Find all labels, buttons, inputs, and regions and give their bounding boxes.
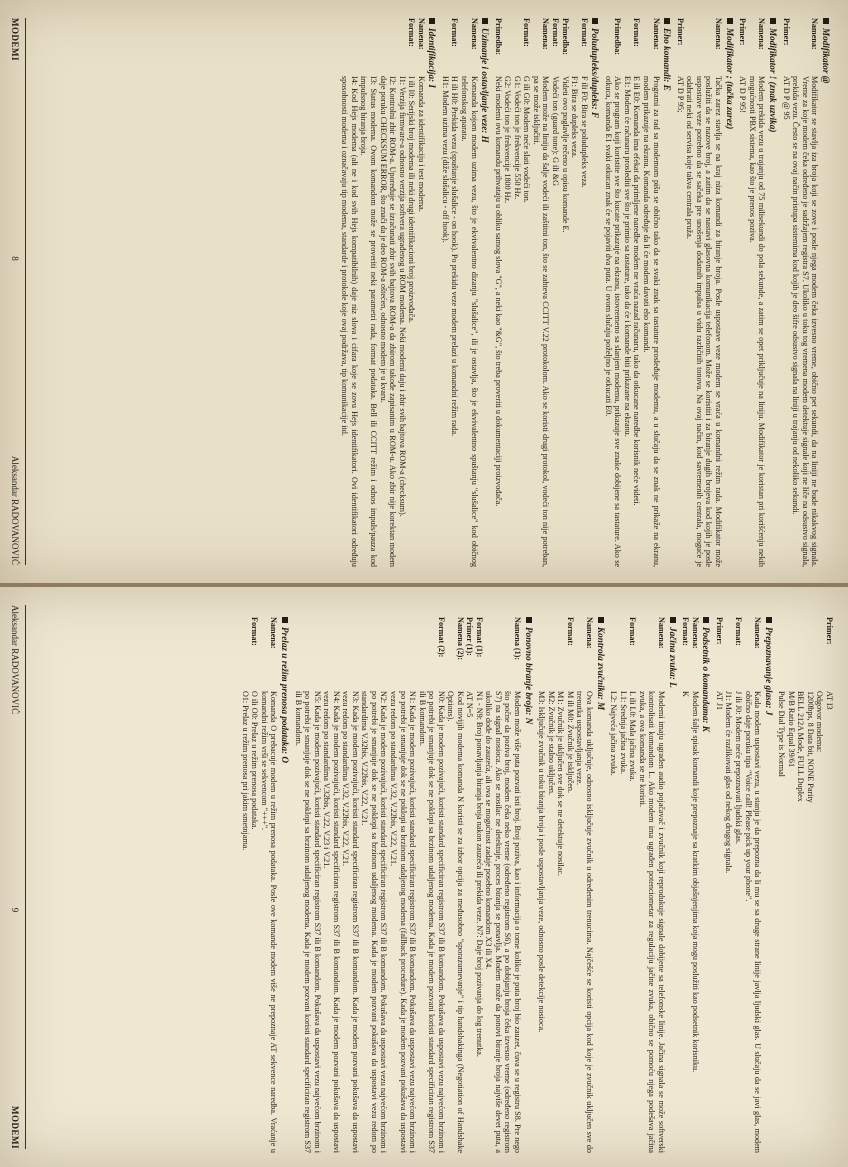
section-title: Ponovno biranje broja: N [523, 627, 534, 725]
section-heading [820, 18, 831, 567]
field-text [537, 691, 575, 1153]
text-line: I3: Status modema. Ovom komandom može se proveriti neki parametri rada, format podataka. Bell ili CCITT režim i odnos impuls/pauza kod impulsnog biranja broja. [359, 76, 378, 567]
text-line: Modifikator se stavlja iza broja koji se zove i posle njega modem čeka izvesno vreme, obično pet sekundi, da na liniji ne bude nikakvog signala. Vreme za koje modem čeka određeno je sadržajem registra S7. Ukoliko u toku tog vremena modem detektuje signale koji ne liče na odsustvo signala, prekida vezu. Često se na ovaj način pristupa sistemima kod kojih je deo šifre odsustvo signala na liniji u trajanju od nekoliko sekundi. [791, 76, 820, 567]
field-label: Format (1): [474, 617, 484, 658]
square-bullet-icon [770, 18, 776, 24]
definition-row [690, 617, 700, 1153]
text-line: N2: Kada je modem pozivajući, koristi standard specificiran registrom S37 ili B komandom. Pokušava da uspostavi vezu najvećom brzinom i po potrebi je smanjuje dok se ne poklopi sa brzinom udaljenog modema. Kada je modem pozvani pokušava da uspostavi vezu redom po standardima V.32bis, V.22bis, V.22, V.21. [360, 691, 389, 1153]
text-line: L ili L0: Mala jačina zvuka. [628, 691, 638, 782]
text-line: Tačka zarez stavlja se na kraj niza komandi za biranje broja. Posle uspostave veze modem se vraća u komandni režim rada. Modifikator može poslužiti da se nazove broj, a zatim da se nastavi glasovna komunikacija telefonom. Može se koristiti i za biranje dugih brojeva kod kojih je posle uspostave veze potrebno da se sačeka pre unošenja dodatnih impulsa u vidu različitih tonova. Na ovaj način, kod savremenih centrala, moguće je odabrati neki od servisa koje takva centrala pruža. [685, 76, 723, 567]
field-label: Primer: [738, 18, 748, 46]
text-line: AT J1 [714, 691, 724, 711]
text-line: E1: Modem će računaru proslediti sve što je primio sa tastature, tako da će i komande biti prikazane na ekranu. [622, 76, 632, 437]
definition-row [603, 18, 622, 567]
field-text [747, 76, 766, 567]
text-line: N1 - N9: Broj ponavljanja biranja broja nakon zauzeća ili prekida veze. N7: Daje broj pozivanja do log trenutka. [474, 691, 484, 1057]
square-bullet-icon [670, 617, 676, 623]
left-page [0, 0, 848, 583]
text-line: I2: Kontrolni zbir ROM-a. Upoređuje se izračunati zbir svih bajtova ROM-a da zbirom takođe zapisanim u ROM-u. Ako zbir nije korektan modem daje poruku CHECKSUM ERROR, što znači da je deo ROM-a oštećen, odnosno modem je u kvaru. [378, 76, 398, 567]
section-heading [667, 617, 678, 1153]
command-section [738, 18, 778, 567]
field-label: Namena: [584, 617, 594, 649]
text-line: Komanda O prebacuje modem u režim prenosa podataka. Posle ove komande modem više ne prepoznaje AT sekvence naredba. Vraćanje u komandni režim vrši se sekvencom "+++". [259, 691, 279, 1153]
command-section [340, 18, 438, 567]
field-label: Primer (1): [465, 617, 475, 656]
field-label: Primedba: [613, 18, 623, 56]
command-section [781, 18, 831, 567]
definition-row [609, 617, 638, 1153]
field-text [570, 76, 589, 567]
text-line: L2: Najveća jačina zvuka. [609, 691, 619, 776]
text-line: Kod novijih modema komanda N koristi se za izbor opcija za međusobno "sporazumevanje" i tip handshakinga (Negotiation of Handshake Options). [446, 691, 465, 1153]
field-text [340, 76, 416, 567]
field-label: Primer: [675, 18, 685, 46]
definition-row [474, 617, 484, 1153]
definition-row [781, 18, 791, 567]
field-label: Primedba: [493, 18, 503, 56]
text-line: Modem može na liniju da šalje vodeći ili zaštitni ton, što se zahteva CCITT V.22 protokolom. Ako se koristi drugi protokol, vodeći ton nije potreban, pa se može isključiti. [531, 76, 551, 567]
section-title: Uzimanje i ostavljanje veze: H [480, 28, 491, 143]
text-line: Odgovor modema: [815, 691, 825, 753]
section-heading [701, 617, 712, 1153]
field-label: Namena: [656, 617, 666, 649]
text-line: F ili F0: Bira se poludupleks veza. [579, 76, 589, 188]
field-text [609, 691, 638, 1153]
definition-row [724, 617, 743, 1153]
command-section [681, 617, 712, 1153]
section-title: Jačina zvuka: L [667, 627, 678, 688]
text-line: M3: Isključuje zvučnik u toku biranja broja i posle uspostavljanja veze, odnosno posle detekcije nosioca. [537, 691, 547, 1033]
text-line: Ako se program koji koristite sve što kucate prikazuje na ekranu, istovremeno sa slanjem modemu, prikazuje sve znake dobijene sa tastature. Ako se otkuca, komanda E1 svaki otkucan znak će se pojaviti dva puta. U ovom slučaju poželjno je otkucati E0. [603, 76, 623, 567]
field-text [743, 691, 762, 1153]
field-label: Format: [450, 18, 460, 47]
field-text [259, 691, 278, 1153]
definition-row [575, 617, 594, 1153]
field-label: Format: [522, 18, 532, 47]
right-page-footer [8, 605, 26, 1149]
section-heading [279, 617, 290, 1153]
definition-row [824, 617, 834, 1153]
field-text [503, 76, 532, 567]
square-bullet-icon [823, 18, 829, 24]
text-line: 1200bps, 8 Data bit, NONE Parity [805, 691, 815, 803]
field-text [493, 76, 503, 567]
section-title: Modifikator ! (znak uzvika) [768, 28, 779, 133]
text-line: I1: Verzija firmware-a odnosno verzija softvera ugrađenog u ROM modema. Neki modemi daju i zbir svih bajtova ROM-a (checksum). [397, 76, 407, 517]
field-text [714, 691, 724, 1153]
section-title: Poludupleks/dupleks: F [590, 28, 601, 119]
field-label: Format: [551, 18, 561, 47]
text-line: I4: Kod Hejs modema (ali ne i kod svih Hejs kompatibilnih) daje niz slova i cifara koje se zovu Hejs identifikatori. Ovi identifikatori određuju sposobnosti modema i označavaju tip modema, standarde i protokole koje ovaj podržava, tip komunikacije itd. [340, 76, 359, 567]
definition-row [642, 18, 661, 567]
field-text [465, 691, 475, 1153]
section-heading [662, 18, 673, 567]
text-line: J1: Modem će razlikovati glas od nekog drugog signala. [724, 691, 734, 874]
field-label: Format: [565, 617, 575, 646]
field-text [560, 76, 570, 567]
definition-row [747, 18, 766, 567]
text-line: M2: Zvučnik je stalno uključen. [546, 691, 556, 796]
command-section [777, 617, 834, 1153]
text-line: F1: Bira se dupleks veza. [570, 76, 580, 158]
field-label: Namena: [757, 18, 767, 50]
definition-row [681, 617, 691, 1153]
text-line: M/B Ratio Equal 39/61 [786, 691, 796, 768]
command-section [714, 617, 773, 1153]
field-text [738, 76, 748, 567]
square-bullet-icon [664, 18, 670, 24]
field-text [416, 76, 426, 567]
field-text [550, 76, 560, 567]
text-line: AT I3 [825, 691, 834, 710]
page-number: 8 [10, 256, 20, 261]
field-label: Format: [681, 617, 691, 646]
field-label: Namena: [541, 18, 551, 50]
command-section [675, 18, 734, 567]
text-line: K [681, 691, 691, 697]
field-label: Namena: [469, 18, 479, 50]
square-bullet-icon [703, 617, 709, 623]
section-title: Identifikacija: I [427, 28, 438, 88]
field-label: Primedba: [560, 18, 570, 56]
text-line: AT D P 95! [738, 76, 748, 113]
text-line: AT D P @ 95 [781, 76, 791, 120]
definition-row [777, 617, 825, 1153]
definition-row [340, 18, 416, 567]
text-line: Komanda za identifikaciju i test modema. [416, 76, 426, 212]
definition-row [537, 617, 575, 1153]
definition-row [440, 18, 459, 567]
field-text [642, 76, 661, 567]
definition-row [622, 18, 641, 567]
field-label: Primer: [825, 617, 834, 645]
running-head: MODEMI [10, 18, 20, 61]
definition-row [493, 18, 503, 567]
text-line: N0: Kada je modem pozivajući, koristi standard specificiran registrom S37 ili B komandom. Pokušava da uspostavi vezu najvećom brzinom i po potrebi je smanjuje dok se ne poklopi sa brzinom udaljenog modema. Kada je modem pozvani koristi standard specificiran registrom S37 ili B komandom. [417, 691, 446, 1153]
section-title: Prepoznavanje glasa: J [763, 627, 774, 716]
field-label: Namena (2): [455, 617, 465, 661]
right-page-content [237, 617, 834, 1153]
definition-row [459, 18, 478, 567]
field-text [459, 76, 478, 567]
running-head: MODEMI [10, 1105, 20, 1149]
field-text [240, 691, 259, 1153]
square-bullet-icon [766, 617, 772, 623]
author-name: Aleksandar RADOVANOVIĆ [10, 605, 20, 715]
text-line: AT D P 95; [675, 76, 685, 113]
text-line: Programi za rad sa modemom pišu se obično tako da se svaki znak sa tastature prosleđuje modemu, a u slučaju da se znak ne prikaže na ekranu, modem prikazuje na ekranu. Komanda određuje da li će modem davati eho komandi. [642, 76, 661, 567]
field-text [675, 76, 685, 567]
definition-row [550, 18, 560, 567]
field-label: Format: [407, 18, 417, 47]
text-line: Modem prekida vezu u trajanju od 75 milisekundi do pola sekunde, a zatim se opet priključuje na liniju. Modifikator je koristan pri korišćenju nekih mogućnosti PBX sistema, kao što je prenos poziva. [747, 76, 767, 567]
field-text [777, 691, 825, 1153]
field-label: Namena: [651, 18, 661, 50]
definition-row [685, 18, 723, 567]
field-text [440, 76, 459, 567]
text-line: L1: Srednja jačina zvuka. [618, 691, 628, 775]
text-line: BELL 212A Mode, FULL Duplex [796, 691, 806, 802]
section-title: Podsetnik o komandama: K [701, 627, 712, 732]
definition-row [675, 18, 685, 567]
definition-row [791, 18, 820, 567]
text-line: Modem može više puta pozvati isti broj. Broj poziva, kao i informacija o tome koliko je puta broj bio zauzet, čuva se u registru S8. Pre nego što počne da poziva broj, modem čeka neko vreme (određeno registrom S6), a po dobijanju broja čeka izvesno vreme (određeno registrom S7) na signal nosioca. Ako se nosilac ne detektuje, proces biranja se ponavlja. Modem može da ponovi biranje broja najviše devet puta, a ukoliko dođe do zauzeća, ali ova se mogućnost zadaje posebno komandom X3 ili X4. [484, 691, 522, 1153]
definition-row [446, 617, 465, 1153]
command-section [293, 617, 534, 1153]
text-line: N4: Kada je modem pozivajući, koristi standard specificiran registrom S37 ili B komandom. Kada je modem pozvani pokušava da uspostavi vezu redom po standardima V.32bis, V.22, V.23 i V.21. [322, 691, 341, 1153]
text-line: O1: Prelaz u režim prenosa pri jakim smetnjama. [240, 691, 250, 851]
text-line: E ili E0: Komanda ima efekat da primljene naredbe modem ne vraća nazad računaru, tako da otkucane naredbe korisnik neće videti. [632, 76, 642, 506]
text-line: Pulse Dial Type is Normal [777, 691, 787, 777]
definition-row [416, 18, 426, 567]
command-section [603, 18, 672, 567]
definition-row [484, 617, 522, 1153]
field-label: Format: [579, 18, 589, 47]
text-line: N3: Kada je modem pozivajući, koristi standard specificiran registrom S37 ili B komandom. Kada je modem pozvani pokušava da uspostavi vezu redom po standardima V.32, V.22bis, V.22, V.21. [341, 691, 360, 1153]
right-page [0, 587, 848, 1167]
section-heading [767, 18, 778, 567]
text-line: H1: Modem uzima vezu (diže slušalicu - off hook). [440, 76, 450, 243]
text-line: Ova komanda uključuje, odnosno isključuje zvučnik u određenim trenucima. Najčešće se koristi opcija kod koje je zvučnik uključen sve do trenutka uspostavljanja veze. [575, 691, 594, 1153]
section-heading [724, 18, 735, 567]
section-title: Prelaz u režim prenosa podataka: O [280, 627, 291, 764]
definition-row [738, 18, 748, 567]
field-label: Namena: [810, 18, 820, 50]
field-text [446, 691, 465, 1153]
field-label: Format (2): [436, 617, 446, 658]
square-bullet-icon [429, 18, 435, 24]
text-line: Videti ovo poglavlje rečeno u opisu komande E. [560, 76, 570, 233]
command-section [440, 18, 490, 567]
text-line: I ili I0: Serijski broj modema ili neki drugi identifikacioni broj proizvođača. [407, 76, 417, 323]
author-name: Aleksandar RADOVANOVIĆ [10, 455, 20, 565]
definition-row [259, 617, 278, 1153]
command-section [537, 617, 606, 1153]
page-number: 9 [10, 907, 20, 913]
definition-row [240, 617, 259, 1153]
section-heading [590, 18, 601, 567]
text-line: Neki modemi ovu komandu prihvataju u obliku samog slova "G", a neki kao "&G", što treba proveriti u dokumentaciji proizvođača. [493, 76, 503, 507]
text-line: N1: Kada je modem pozivajući, koristi standard specificiran registrom S37 ili B komandom. Pokušava da uspostavi vezu najvećom brzinom i po potrebi je smanjuje dok se ne poklopi sa brzinom udaljenog modema (fallback procedure). Kada je modem pozvani pokušava da uspostavi vezu redom po standardima V.32, V.22bis, V.22, V.21. [388, 691, 418, 1153]
text-line: M1: Zvučnik je uključen sve dok se ne detektuje nosilac. [556, 691, 566, 877]
field-label [777, 617, 825, 691]
field-text [474, 691, 484, 1153]
square-bullet-icon [592, 18, 598, 24]
section-title: Kontrola zvučnika: M [595, 627, 606, 711]
field-label: Primer: [781, 18, 791, 46]
field-label: Format: [733, 617, 743, 646]
square-bullet-icon [727, 18, 733, 24]
field-text [724, 691, 743, 1153]
field-text [293, 691, 446, 1153]
section-title: Modifikator @ [821, 28, 831, 84]
definition-row [560, 18, 570, 567]
field-label: Namena: [713, 18, 723, 50]
section-heading [480, 18, 491, 567]
definition-row [714, 617, 724, 1153]
text-line: AT N=5 [465, 691, 475, 718]
text-line: N5: Kada je modem pozivajući, koristi standard specificiran registrom S37 ili B komandom. Pokušava da uspostavi vezu najvećom brzinom i po potrebi je smanjuje dok se ne poklopi sa brzinom udaljenog modema. Kada je modem pozvani koristi standard specificiran registrom S37 ili B komandom. [293, 691, 322, 1153]
square-bullet-icon [282, 617, 288, 623]
square-bullet-icon [598, 617, 604, 623]
section-title: Modifikator ; (tačka zarez) [724, 28, 735, 130]
field-text [575, 691, 594, 1153]
text-line: Kada modem uspostavi vezu, u stanju je da prepozna da li mu se sa druge strane linije javlja ljudski glas. U slučaju da se javi glas, modem obično daje poruku tipa "Voice call! Please pick up your phone". [743, 691, 763, 1153]
field-text [824, 691, 834, 1153]
field-text [622, 76, 641, 567]
field-text [791, 76, 820, 567]
text-line: Vodeći ton (guard tone): G ili &G [551, 76, 561, 186]
field-label: Format: [250, 617, 260, 646]
text-line: G2: Vodeći ton je frekvencije 1800 Hz. [503, 76, 513, 204]
text-line: J ili J0: Modem neće prepoznavati ljudski glas. [733, 691, 743, 844]
field-text [531, 76, 550, 567]
left-page-content [337, 18, 834, 567]
definition-row [743, 617, 762, 1153]
text-line: O ili O0: Prelaz u režim prenosa podataka. [250, 691, 260, 830]
section-heading [523, 617, 534, 1153]
field-label: Namena: [690, 617, 700, 649]
square-bullet-icon [482, 18, 488, 24]
field-text [681, 691, 691, 1153]
text-line: Komanda kojom modem uzima vezu, što je ekvivalentno dizanju "slušalice", ili je ostavlja, što je ekvivalentno spuštanju "slušalice" kod običnog telefonskog aparata. [460, 76, 479, 567]
text-line: Modemi imaju ugrađen audio pojačavač i zvučnik koji reprodukuje signale dobijene sa telefonske linije. Jačina signala se može softverski kontrolisati komandom L. Ako modem ima ugrađen potenciometar za regulaciju jačine zvuka, obično se pomoću njega podešava jačina zvuka, a ova komanda se ne koristi. [637, 691, 666, 1153]
section-title: Eho komandi: E [662, 28, 673, 91]
field-label: Namena: [416, 18, 426, 50]
field-text [690, 691, 700, 1153]
left-page-footer [8, 18, 26, 565]
section-heading [595, 617, 606, 1153]
field-text [484, 691, 522, 1153]
definition-row [293, 617, 446, 1153]
text-line: Modem šalje spisak komandi koje prepoznaje sa kratkim objašnjenjima koja mogu poslužiti kao podsetnik korisniku. [690, 691, 700, 1073]
command-section [609, 617, 678, 1153]
text-line: G1: Vodeći ton je frekvencije 550 Hz. [512, 76, 522, 200]
definition-row [503, 18, 532, 567]
section-heading [763, 617, 774, 1153]
field-text [685, 76, 723, 567]
field-text [603, 76, 622, 567]
text-line: H ili H0: Prekida vezu (spuštanje slušalice - on hook). Po prekidu veze modem prelazi u komandni režim rada. [450, 76, 460, 437]
definition-row [531, 18, 550, 567]
square-bullet-icon [526, 617, 532, 623]
field-label: Namena: [269, 617, 279, 649]
section-heading [427, 18, 438, 567]
field-label: Format: [628, 617, 638, 646]
text-line: M ili M0: Zvučnik je isključen. [565, 691, 575, 794]
field-label: Primer: [714, 617, 724, 645]
field-label: Format: [632, 18, 642, 47]
field-text [781, 76, 791, 567]
field-text [637, 691, 666, 1153]
field-label: Namena (1): [512, 617, 522, 661]
definition-row [465, 617, 475, 1153]
text-line: G ili G0: Modem neće slati vodeći ton. [522, 76, 532, 203]
definition-row [637, 617, 666, 1153]
command-section [493, 18, 600, 567]
field-label: Namena: [753, 617, 763, 649]
definition-row [570, 18, 589, 567]
command-section [240, 617, 290, 1153]
